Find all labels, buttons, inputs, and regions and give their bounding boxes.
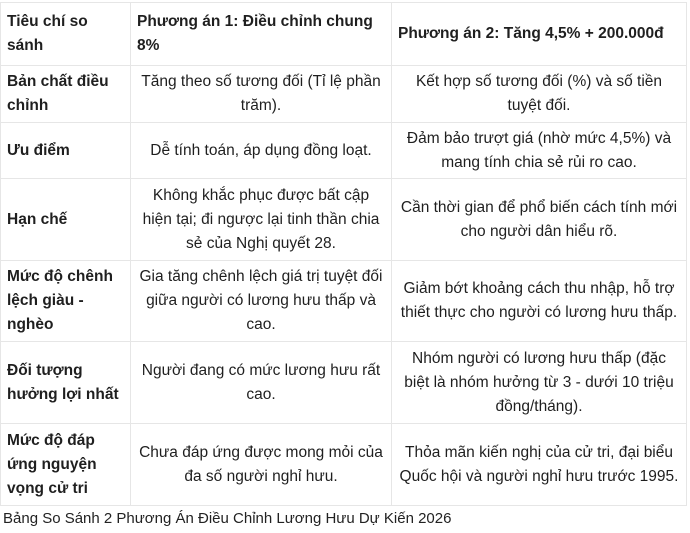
row-option-2-cell: Kết hợp số tương đối (%) và số tiền tuyệt đối.	[392, 66, 687, 123]
comparison-table	[0, 2, 687, 506]
row-option-2-cell: Giảm bớt khoảng cách thu nhập, hỗ trợ thiết thực cho người có lương hưu thấp.	[392, 261, 687, 342]
table-row	[1, 66, 687, 123]
table-row	[1, 261, 687, 342]
row-criterion: Bản chất điều chỉnh	[1, 66, 131, 123]
table-body	[1, 66, 687, 506]
header-option-1: Phương án 1: Điều chỉnh chung 8%	[131, 3, 392, 66]
row-criterion: Đối tượng hưởng lợi nhất	[1, 342, 131, 424]
row-criterion: Mức độ chênh lệch giàu - nghèo	[1, 261, 131, 342]
table-header	[1, 3, 687, 66]
table-row	[1, 342, 687, 424]
row-criterion: Hạn chế	[1, 179, 131, 261]
table-row	[1, 179, 687, 261]
row-option-1-cell: Chưa đáp ứng được mong mỏi của đa số người nghỉ hưu.	[131, 424, 392, 506]
row-option-1-cell: Người đang có mức lương hưu rất cao.	[131, 342, 392, 424]
header-option-2: Phương án 2: Tăng 4,5% + 200.000đ	[392, 3, 687, 66]
row-option-1-cell: Dễ tính toán, áp dụng đồng loạt.	[131, 123, 392, 179]
header-row	[1, 3, 687, 66]
row-option-1-cell: Tăng theo số tương đối (Tỉ lệ phần trăm).	[131, 66, 392, 123]
row-option-2-cell: Đảm bảo trượt giá (nhờ mức 4,5%) và mang tính chia sẻ rủi ro cao.	[392, 123, 687, 179]
table-caption: Bảng So Sánh 2 Phương Án Điều Chỉnh Lương Hưu Dự Kiến 2026	[3, 510, 452, 527]
row-criterion: Ưu điểm	[1, 123, 131, 179]
row-option-1-cell: Không khắc phục được bất cập hiện tại; đi ngược lại tinh thần chia sẻ của Nghị quyết 28.	[131, 179, 392, 261]
row-option-1-cell: Gia tăng chênh lệch giá trị tuyệt đối giữa người có lương hưu thấp và cao.	[131, 261, 392, 342]
row-option-2-cell: Cần thời gian để phổ biến cách tính mới cho người dân hiểu rõ.	[392, 179, 687, 261]
table-row	[1, 123, 687, 179]
header-criteria: Tiêu chí so sánh	[1, 3, 131, 66]
row-criterion: Mức độ đáp ứng nguyện vọng cử tri	[1, 424, 131, 506]
row-option-2-cell: Thỏa mãn kiến nghị của cử tri, đại biểu Quốc hội và người nghỉ hưu trước 1995.	[392, 424, 687, 506]
row-option-2-cell: Nhóm người có lương hưu thấp (đặc biệt là nhóm hưởng từ 3 - dưới 10 triệu đồng/tháng).	[392, 342, 687, 424]
table-row	[1, 424, 687, 506]
